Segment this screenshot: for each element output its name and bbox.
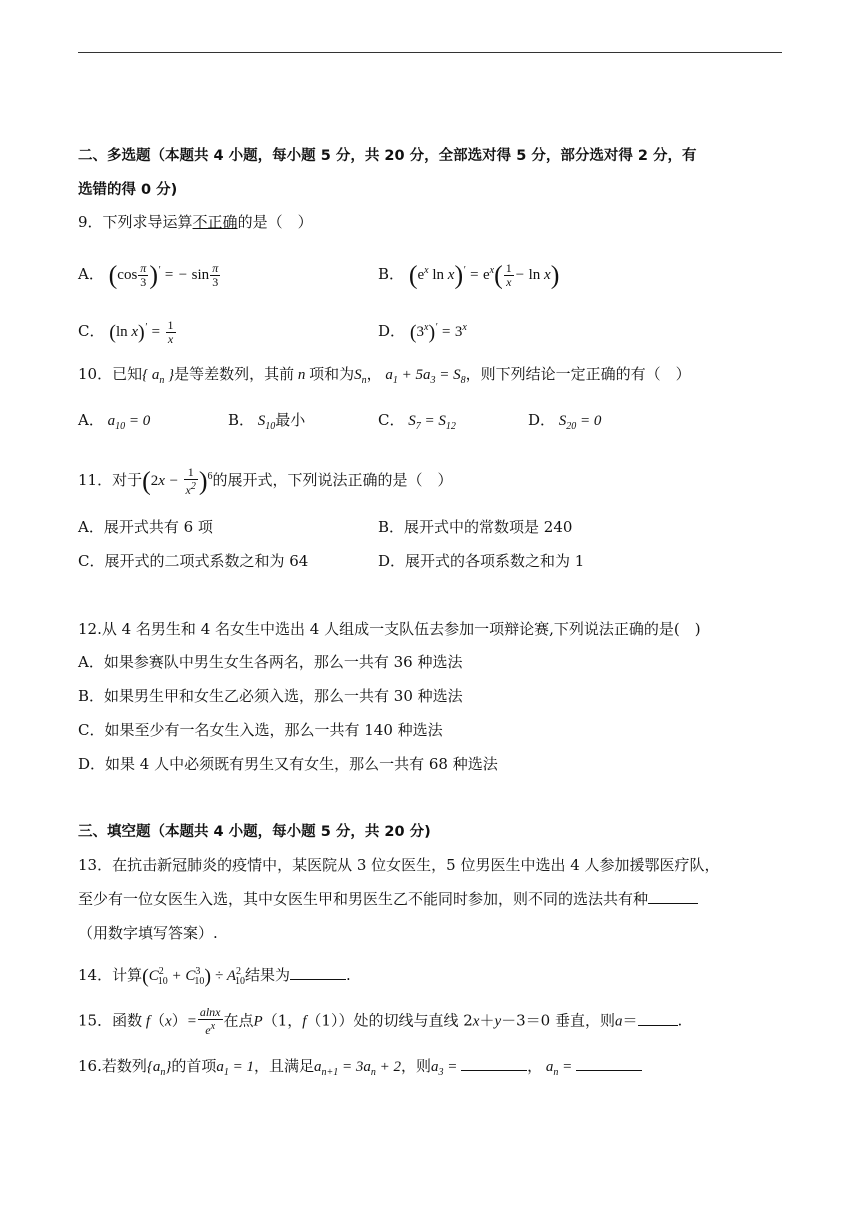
q14-answer-blank[interactable] (290, 965, 346, 980)
q9-option-a: A． (cos $\frac{\pi}{3}$ )′ = − sin $\frac{\pi}{3}$ (78, 260, 219, 290)
q11-stem: 11．对于(2x − $\frac{1}{x^2}$ )$^6$的展开式，下列说法正确的是（ ） (78, 465, 453, 497)
q9-option-b: B． ($e^x$ $\ln x)' = e^x$( $\frac{1}{x}$ − ln x) (378, 260, 560, 290)
section2-heading-line2: 选错的得 0 分) (78, 182, 178, 198)
q16-stem: 16.若数列$\{a_n\}$的首项$a_1 = 1$，且满足$a_{n+1} = 3a_n + 2$，则$a_3$ = ， $a_n$ = (78, 1056, 642, 1083)
q10-option-d: D． $S_{20} = 0$ (528, 411, 602, 432)
q15-stem: 15．函数 f（x）= $\frac{alnx}{e^x}$ 在点P（1，f（1））处的切线与直线 2x＋y－3＝0 垂直，则a＝ . (78, 1005, 683, 1037)
q9-option-d: D． $(3^x)' = 3^x$ (378, 321, 467, 344)
q13-line2: 至少有一位女医生入选，其中女医生甲和男医生乙不能同时参加，则不同的选法共有种 (78, 889, 698, 909)
q10-option-b: B． $S_{10}$最小 (228, 411, 306, 432)
q10-option-c: C． $S_7 = S_{12}$ (378, 411, 456, 432)
section2-heading-line1: 二、多选题（本题共 4 小题，每小题 5 分，共 20 分，全部选对得 5 分，部分选对得 2 分，有 (78, 148, 697, 164)
q10-option-a: A． $a_{10} = 0$ (78, 411, 151, 432)
q15-answer-blank[interactable] (638, 1011, 678, 1026)
q13-answer-blank[interactable] (648, 889, 698, 904)
q12-option-a: A．如果参赛队中男生女生各两名，那么一共有 36 种选法 (78, 653, 463, 671)
q14-stem: 14．计算$(C^2_{10} + C^3_{10}) \div A^2_{10}$结果为 . (78, 965, 351, 988)
q13-line3: （用数字填写答案）. (78, 924, 218, 942)
q13-line1: 13．在抗击新冠肺炎的疫情中，某医院从 3 位女医生，5 位男医生中选出 4 人参加援鄂医疗队， (78, 856, 720, 874)
q16-answer-blank-2[interactable] (576, 1056, 642, 1071)
q11-option-d: D．展开式的各项系数之和为 1 (378, 552, 585, 570)
section3-heading: 三、填空题（本题共 4 小题，每小题 5 分，共 20 分) (78, 824, 431, 840)
q12-option-c: C．如果至少有一名女生入选，那么一共有 140 种选法 (78, 721, 443, 739)
q9-option-c: C． (ln x)′ = $\frac{1}{x}$ (78, 318, 174, 347)
q10-stem: 10．已知{ $a_n$ }是等差数列，其前 n 项和为$S_n$， $a_1 + 5a_3 = S_8$，则下列结论一定正确的有（ ） (78, 365, 691, 386)
q12-option-d: D．如果 4 人中必须既有男生又有女生，那么一共有 68 种选法 (78, 755, 498, 773)
header-rule (78, 52, 782, 53)
q11-option-a: A．展开式共有 6 项 (78, 518, 213, 536)
q12-stem: 12.从 4 名男生和 4 名女生中选出 4 人组成一支队伍去参加一项辩论赛,下列说法正确的是( ) (78, 620, 701, 638)
q11-option-b: B．展开式中的常数项是 240 (378, 518, 573, 536)
q11-option-c: C．展开式的二项式系数之和为 64 (78, 552, 309, 570)
q9-stem: 9．下列求导运算不正确的是（ ） (78, 213, 313, 231)
q12-option-b: B．如果男生甲和女生乙必须入选，那么一共有 30 种选法 (78, 687, 463, 705)
q16-answer-blank-1[interactable] (461, 1056, 527, 1071)
